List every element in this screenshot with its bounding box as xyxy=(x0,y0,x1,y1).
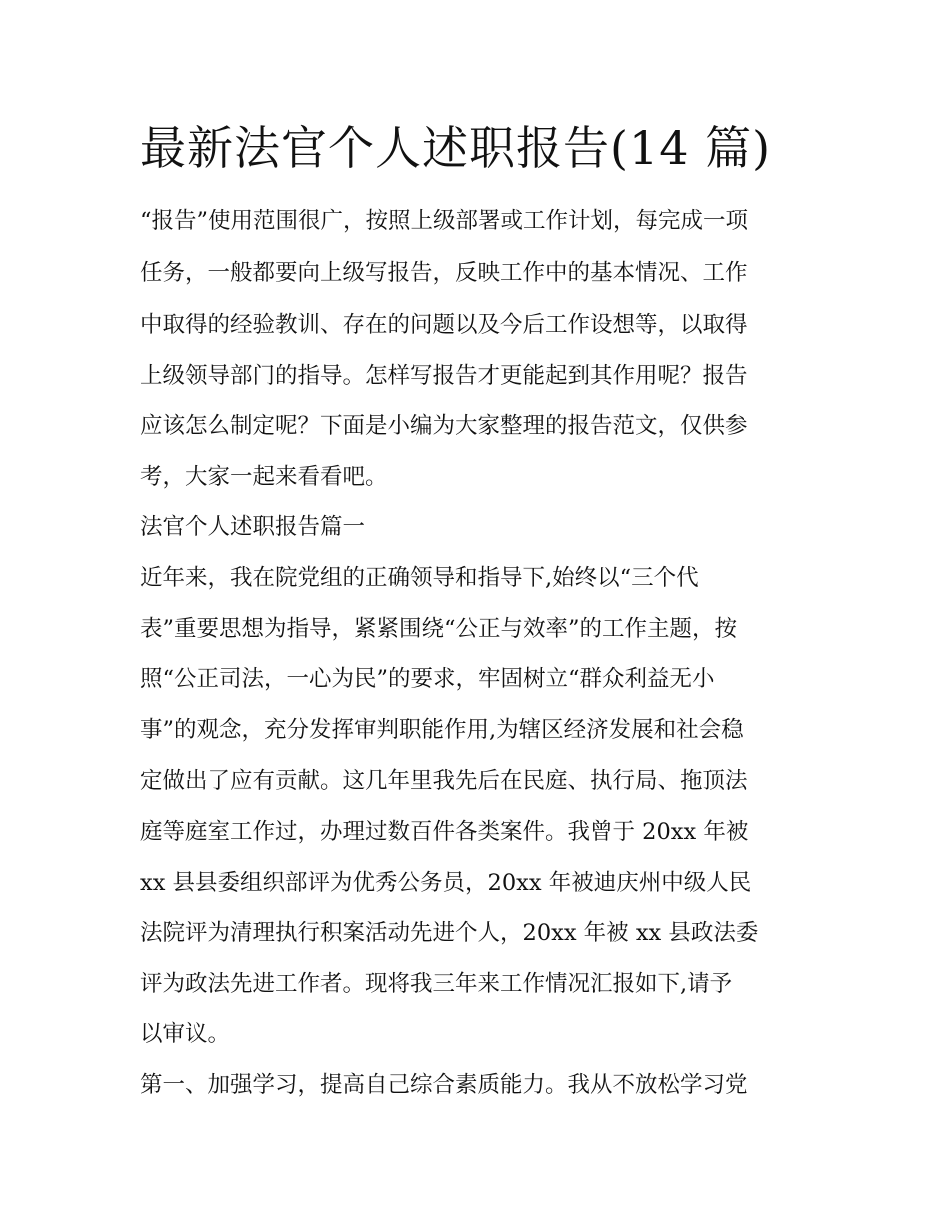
body-line-17: 以审议。 xyxy=(140,1021,231,1047)
body-line-5: 应该怎么制定呢？下面是小编为大家整理的报告范文，仅供参 xyxy=(140,413,748,439)
body-line-16: 评为政法先进工作者。现将我三年来工作情况汇报如下,请予 xyxy=(140,971,733,997)
body-line-15: 法院评为清理执行积案活动先进个人，20xx 年被 xx 县政法委 xyxy=(140,920,759,946)
body-line-8: 近年来，我在院党组的正确领导和指导下,始终以“三个代 xyxy=(140,565,699,591)
body-line-10: 照“公正司法，一心为民”的要求，牢固树立“群众利益无小 xyxy=(140,666,715,692)
body-line-9: 表”重要思想为指导，紧紧围绕“公正与效率”的工作主题，按 xyxy=(140,616,738,642)
body-line-14: xx 县县委组织部评为优秀公务员，20xx 年被迪庆州中级人民 xyxy=(140,870,752,896)
body-line-3: 中取得的经验教训、存在的问题以及今后工作设想等，以取得 xyxy=(140,312,748,338)
body-line-2: 任务，一般都要向上级写报告，反映工作中的基本情况、工作 xyxy=(140,260,748,286)
body-line-11: 事”的观念，充分发挥审判职能作用,为辖区经济发展和社会稳 xyxy=(140,717,744,743)
body-line-18: 第一、加强学习，提高自己综合素质能力。我从不放松学习党 xyxy=(140,1072,748,1098)
body-line-12: 定做出了应有贡献。这几年里我先后在民庭、执行局、拖顶法 xyxy=(140,768,748,794)
document-title: 最新法官个人述职报告(14 篇) xyxy=(140,121,772,175)
body-line-4: 上级领导部门的指导。怎样写报告才更能起到其作用呢？报告 xyxy=(140,363,748,389)
body-line-1: “报告”使用范围很广，按照上级部署或工作计划，每完成一项 xyxy=(140,208,749,234)
section-heading: 法官个人述职报告篇一 xyxy=(140,514,366,540)
body-line-6: 考，大家一起来看看吧。 xyxy=(140,464,388,490)
body-line-13: 庭等庭室工作过，办理过数百件各类案件。我曾于 20xx 年被 xyxy=(140,819,749,845)
